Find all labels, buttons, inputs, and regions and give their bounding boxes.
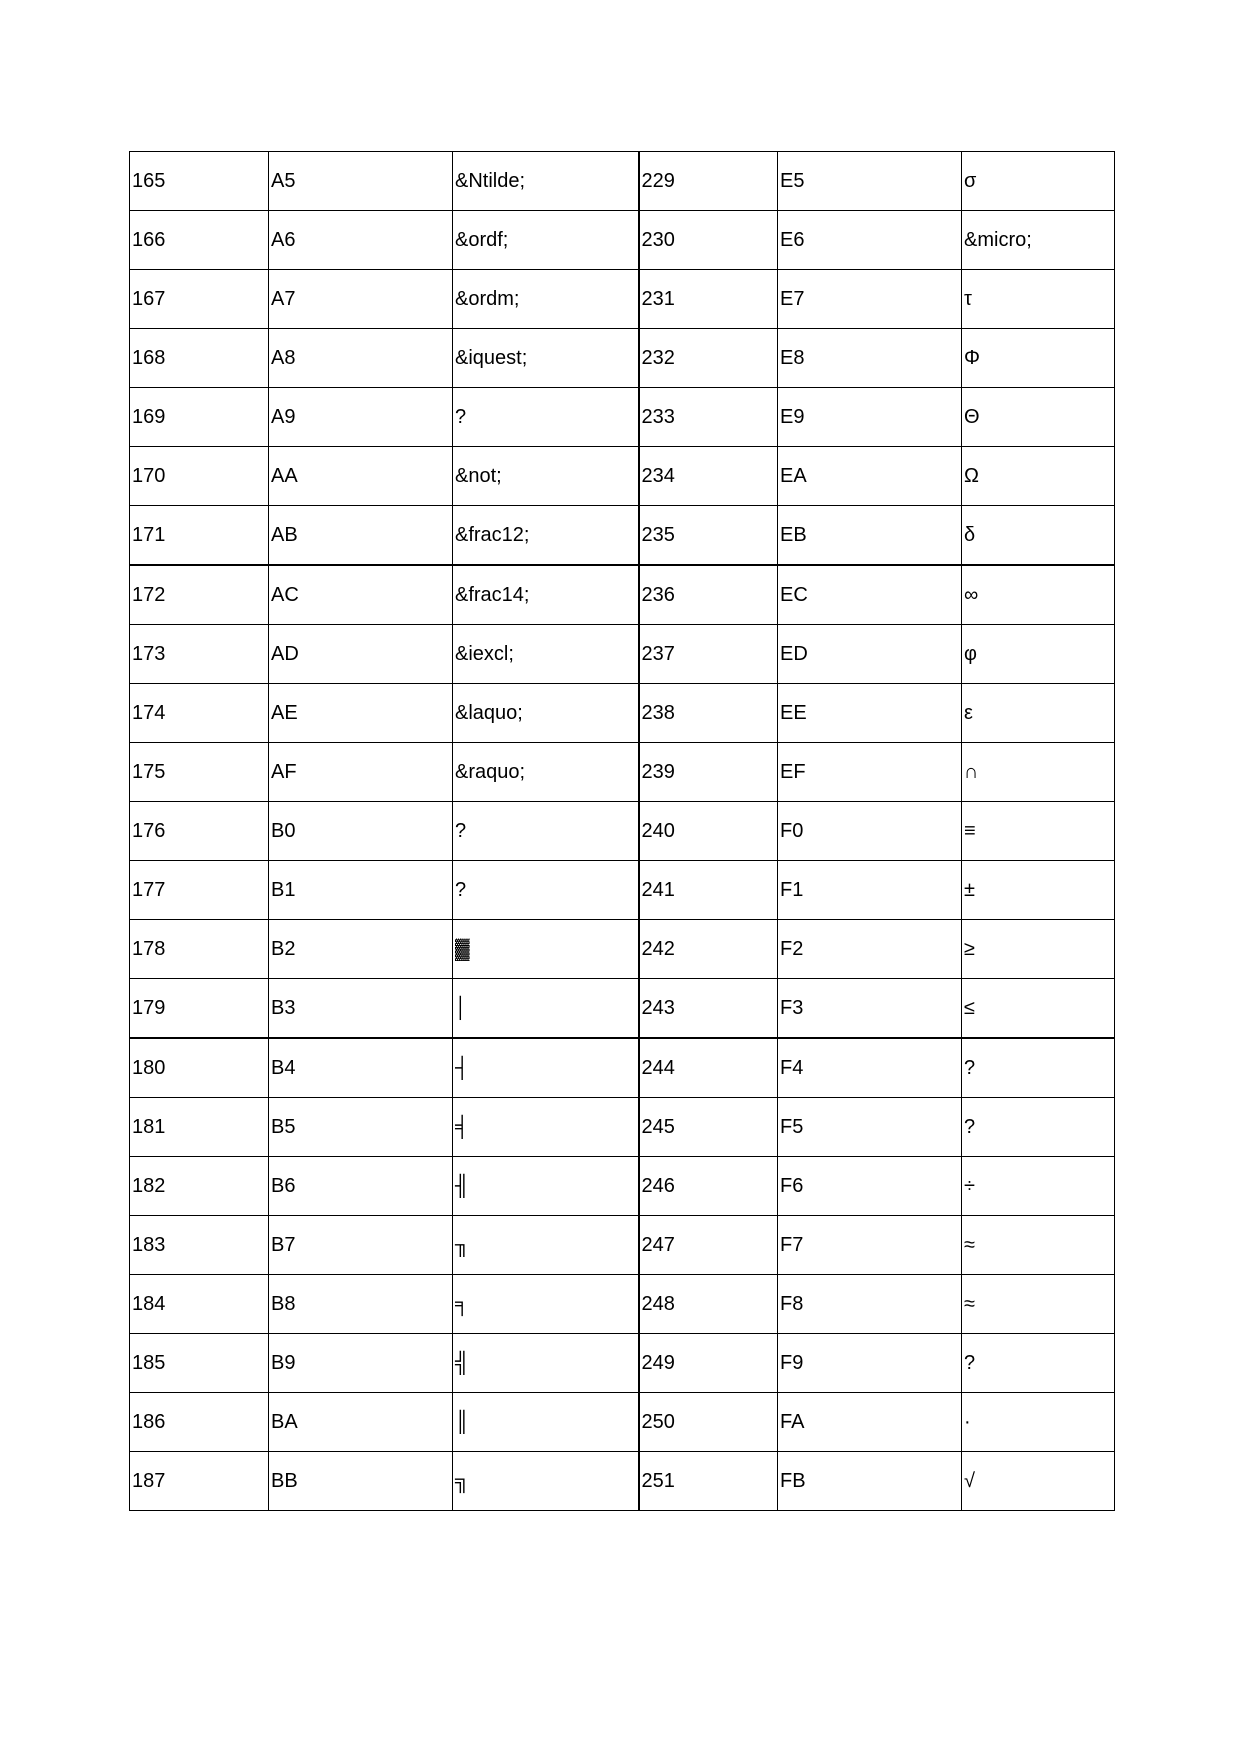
decimal-cell: 184 xyxy=(130,1275,269,1334)
character-cell: &micro; xyxy=(962,211,1115,270)
decimal-cell: 180 xyxy=(130,1038,269,1098)
decimal-cell: 187 xyxy=(130,1452,269,1511)
character-cell: · xyxy=(962,1393,1115,1452)
hex-cell: A5 xyxy=(269,152,453,211)
hex-cell: BB xyxy=(269,1452,453,1511)
character-cell: ± xyxy=(962,861,1115,920)
hex-cell: E5 xyxy=(778,152,962,211)
decimal-cell: 173 xyxy=(130,625,269,684)
decimal-cell: 178 xyxy=(130,920,269,979)
character-cell: ? xyxy=(962,1038,1115,1098)
hex-cell: E7 xyxy=(778,270,962,329)
hex-cell: AE xyxy=(269,684,453,743)
character-cell: ≈ xyxy=(962,1275,1115,1334)
decimal-cell: 239 xyxy=(639,743,778,802)
hex-cell: AA xyxy=(269,447,453,506)
hex-cell: B7 xyxy=(269,1216,453,1275)
hex-cell: F8 xyxy=(778,1275,962,1334)
character-cell: ≡ xyxy=(962,802,1115,861)
table-row xyxy=(130,1157,1115,1216)
hex-cell: F9 xyxy=(778,1334,962,1393)
table-row xyxy=(130,979,1115,1039)
decimal-cell: 238 xyxy=(639,684,778,743)
character-cell: ∞ xyxy=(962,565,1115,625)
table-row xyxy=(130,684,1115,743)
hex-cell: FB xyxy=(778,1452,962,1511)
character-cell: Ω xyxy=(962,447,1115,506)
hex-cell: F4 xyxy=(778,1038,962,1098)
decimal-cell: 168 xyxy=(130,329,269,388)
hex-cell: F5 xyxy=(778,1098,962,1157)
character-cell: &ordm; xyxy=(453,270,639,329)
hex-cell: B3 xyxy=(269,979,453,1039)
character-cell: τ xyxy=(962,270,1115,329)
decimal-cell: 246 xyxy=(639,1157,778,1216)
character-cell: &not; xyxy=(453,447,639,506)
hex-cell: A8 xyxy=(269,329,453,388)
hex-cell: E9 xyxy=(778,388,962,447)
decimal-cell: 235 xyxy=(639,506,778,566)
hex-cell: B2 xyxy=(269,920,453,979)
decimal-cell: 172 xyxy=(130,565,269,625)
character-cell: ÷ xyxy=(962,1157,1115,1216)
table-row xyxy=(130,211,1115,270)
hex-cell: EF xyxy=(778,743,962,802)
character-cell: ╣ xyxy=(453,1334,639,1393)
decimal-cell: 241 xyxy=(639,861,778,920)
decimal-cell: 171 xyxy=(130,506,269,566)
hex-cell: E8 xyxy=(778,329,962,388)
hex-cell: A9 xyxy=(269,388,453,447)
character-cell: &raquo; xyxy=(453,743,639,802)
decimal-cell: 185 xyxy=(130,1334,269,1393)
decimal-cell: 182 xyxy=(130,1157,269,1216)
hex-cell: EB xyxy=(778,506,962,566)
character-cell: &ordf; xyxy=(453,211,639,270)
hex-cell: B9 xyxy=(269,1334,453,1393)
character-cell: &laquo; xyxy=(453,684,639,743)
character-cell: φ xyxy=(962,625,1115,684)
hex-cell: B5 xyxy=(269,1098,453,1157)
character-cell: ? xyxy=(453,802,639,861)
hex-cell: B6 xyxy=(269,1157,453,1216)
hex-cell: B4 xyxy=(269,1038,453,1098)
decimal-cell: 243 xyxy=(639,979,778,1039)
table-row xyxy=(130,1275,1115,1334)
decimal-cell: 177 xyxy=(130,861,269,920)
hex-cell: AF xyxy=(269,743,453,802)
decimal-cell: 170 xyxy=(130,447,269,506)
character-cell: ║ xyxy=(453,1393,639,1452)
table-row xyxy=(130,861,1115,920)
decimal-cell: 248 xyxy=(639,1275,778,1334)
character-cell: &iquest; xyxy=(453,329,639,388)
decimal-cell: 229 xyxy=(639,152,778,211)
character-cell: ≈ xyxy=(962,1216,1115,1275)
decimal-cell: 167 xyxy=(130,270,269,329)
character-cell: &Ntilde; xyxy=(453,152,639,211)
character-cell: ╢ xyxy=(453,1157,639,1216)
hex-cell: F2 xyxy=(778,920,962,979)
decimal-cell: 237 xyxy=(639,625,778,684)
decimal-cell: 179 xyxy=(130,979,269,1039)
table-row xyxy=(130,1452,1115,1511)
decimal-cell: 186 xyxy=(130,1393,269,1452)
decimal-cell: 176 xyxy=(130,802,269,861)
table-body xyxy=(130,152,1115,1511)
table-row xyxy=(130,329,1115,388)
character-cell: ╕ xyxy=(453,1275,639,1334)
decimal-cell: 244 xyxy=(639,1038,778,1098)
decimal-cell: 240 xyxy=(639,802,778,861)
decimal-cell: 232 xyxy=(639,329,778,388)
hex-cell: AD xyxy=(269,625,453,684)
table-row xyxy=(130,270,1115,329)
decimal-cell: 242 xyxy=(639,920,778,979)
character-cell: ? xyxy=(453,388,639,447)
table-row xyxy=(130,1038,1115,1098)
table-row xyxy=(130,1334,1115,1393)
character-cell: ┤ xyxy=(453,1038,639,1098)
hex-cell: EA xyxy=(778,447,962,506)
hex-cell: EC xyxy=(778,565,962,625)
hex-cell: B0 xyxy=(269,802,453,861)
decimal-cell: 169 xyxy=(130,388,269,447)
ascii-code-table xyxy=(129,151,1115,1511)
table-row xyxy=(130,506,1115,566)
hex-cell: B8 xyxy=(269,1275,453,1334)
character-cell: ? xyxy=(962,1098,1115,1157)
decimal-cell: 247 xyxy=(639,1216,778,1275)
hex-cell: ED xyxy=(778,625,962,684)
hex-cell: FA xyxy=(778,1393,962,1452)
decimal-cell: 230 xyxy=(639,211,778,270)
decimal-cell: 166 xyxy=(130,211,269,270)
hex-cell: AC xyxy=(269,565,453,625)
decimal-cell: 250 xyxy=(639,1393,778,1452)
decimal-cell: 236 xyxy=(639,565,778,625)
table-row xyxy=(130,802,1115,861)
character-cell: ? xyxy=(453,861,639,920)
character-cell: ╖ xyxy=(453,1216,639,1275)
decimal-cell: 251 xyxy=(639,1452,778,1511)
character-cell: ε xyxy=(962,684,1115,743)
character-cell: ╡ xyxy=(453,1098,639,1157)
table-row xyxy=(130,743,1115,802)
character-cell: &frac14; xyxy=(453,565,639,625)
character-cell: δ xyxy=(962,506,1115,566)
character-cell: Φ xyxy=(962,329,1115,388)
character-cell: √ xyxy=(962,1452,1115,1511)
hex-cell: F6 xyxy=(778,1157,962,1216)
hex-cell: E6 xyxy=(778,211,962,270)
hex-cell: F7 xyxy=(778,1216,962,1275)
decimal-cell: 231 xyxy=(639,270,778,329)
decimal-cell: 249 xyxy=(639,1334,778,1393)
hex-cell: EE xyxy=(778,684,962,743)
table-row xyxy=(130,625,1115,684)
hex-cell: F3 xyxy=(778,979,962,1039)
decimal-cell: 233 xyxy=(639,388,778,447)
decimal-cell: 183 xyxy=(130,1216,269,1275)
hex-cell: F0 xyxy=(778,802,962,861)
hex-cell: AB xyxy=(269,506,453,566)
decimal-cell: 181 xyxy=(130,1098,269,1157)
decimal-cell: 174 xyxy=(130,684,269,743)
hex-cell: F1 xyxy=(778,861,962,920)
character-cell: &iexcl; xyxy=(453,625,639,684)
character-cell: ≤ xyxy=(962,979,1115,1039)
decimal-cell: 175 xyxy=(130,743,269,802)
character-cell: ? xyxy=(962,1334,1115,1393)
hex-cell: BA xyxy=(269,1393,453,1452)
character-cell: &frac12; xyxy=(453,506,639,566)
table-row xyxy=(130,565,1115,625)
decimal-cell: 245 xyxy=(639,1098,778,1157)
character-cell: Θ xyxy=(962,388,1115,447)
table-row xyxy=(130,920,1115,979)
character-cell: ▓ xyxy=(453,920,639,979)
character-cell: ∩ xyxy=(962,743,1115,802)
table-row xyxy=(130,1098,1115,1157)
character-cell: σ xyxy=(962,152,1115,211)
table-row xyxy=(130,1393,1115,1452)
decimal-cell: 165 xyxy=(130,152,269,211)
table-row xyxy=(130,388,1115,447)
character-cell: ≥ xyxy=(962,920,1115,979)
character-cell: │ xyxy=(453,979,639,1039)
table-row xyxy=(130,152,1115,211)
table-row xyxy=(130,1216,1115,1275)
hex-cell: A6 xyxy=(269,211,453,270)
hex-cell: B1 xyxy=(269,861,453,920)
character-cell: ╗ xyxy=(453,1452,639,1511)
decimal-cell: 234 xyxy=(639,447,778,506)
table-row xyxy=(130,447,1115,506)
hex-cell: A7 xyxy=(269,270,453,329)
